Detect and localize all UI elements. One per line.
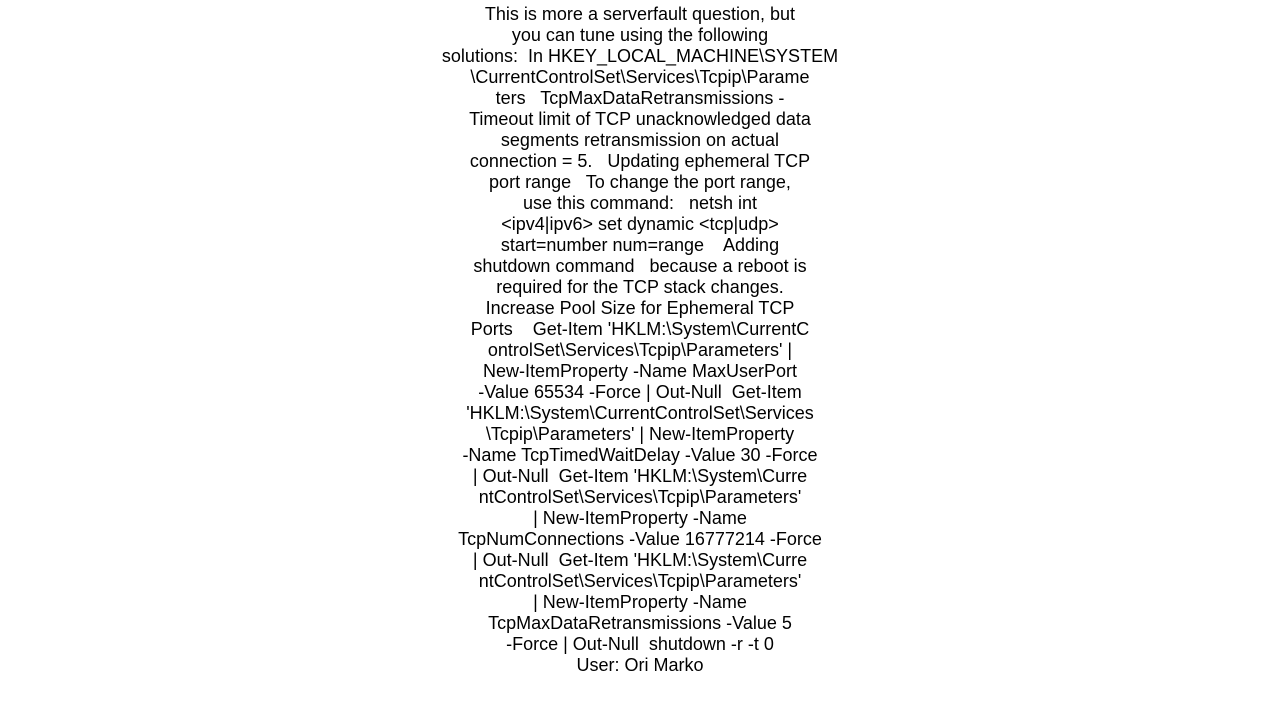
post-line: ontrolSet\Services\Tcpip\Parameters' |	[487, 340, 793, 360]
post-line: | Out-Null Get-Item 'HKLM:\System\Curre	[472, 466, 808, 486]
post-author: User: Ori Marko	[576, 655, 704, 675]
post-line: -Force | Out-Null shutdown -r -t 0	[506, 634, 774, 654]
post-line: TcpMaxDataRetransmissions -Value 5	[488, 613, 792, 633]
post-line: Ports Get-Item 'HKLM:\System\CurrentC	[470, 319, 810, 339]
post-line: solutions: In HKEY_LOCAL_MACHINE\SYSTEM	[441, 46, 839, 66]
post-line: Increase Pool Size for Ephemeral TCP	[485, 298, 795, 318]
post-line: you can tune using the following	[511, 25, 769, 45]
post-line: | New-ItemProperty -Name	[533, 508, 747, 528]
post-line: This is more a serverfault question, but	[484, 4, 796, 24]
post-body	[0, 4, 1280, 676]
post-line: <ipv4|ipv6> set dynamic <tcp|udp>	[501, 214, 779, 234]
post-line: | New-ItemProperty -Name	[533, 592, 747, 612]
post-line: shutdown command because a reboot is	[473, 256, 807, 276]
post-line: connection = 5. Updating ephemeral TCP	[469, 151, 811, 171]
post-line: required for the TCP stack changes.	[496, 277, 784, 297]
post-line: -Name TcpTimedWaitDelay -Value 30 -Force	[462, 445, 818, 465]
post-line: 'HKLM:\System\CurrentControlSet\Services	[466, 403, 814, 423]
post-line: ters TcpMaxDataRetransmissions -	[495, 88, 785, 108]
post-line: use this command: netsh int	[522, 193, 758, 213]
post-line: | Out-Null Get-Item 'HKLM:\System\Curre	[472, 550, 808, 570]
post-line: port range To change the port range,	[489, 172, 791, 192]
post-line: \CurrentControlSet\Services\Tcpip\Parame	[470, 67, 810, 87]
post-line: -Value 65534 -Force | Out-Null Get-Item	[478, 382, 802, 402]
post-line: Timeout limit of TCP unacknowledged data	[469, 109, 811, 129]
post-line: ntControlSet\Services\Tcpip\Parameters'	[478, 571, 802, 591]
post-line: ntControlSet\Services\Tcpip\Parameters'	[478, 487, 802, 507]
post-line: TcpNumConnections -Value 16777214 -Force	[458, 529, 822, 549]
post-line: segments retransmission on actual	[500, 130, 780, 150]
post-line: New-ItemProperty -Name MaxUserPort	[482, 361, 798, 381]
post-line: \Tcpip\Parameters' | New-ItemProperty	[485, 424, 795, 444]
post-line: start=number num=range Adding	[500, 235, 780, 255]
